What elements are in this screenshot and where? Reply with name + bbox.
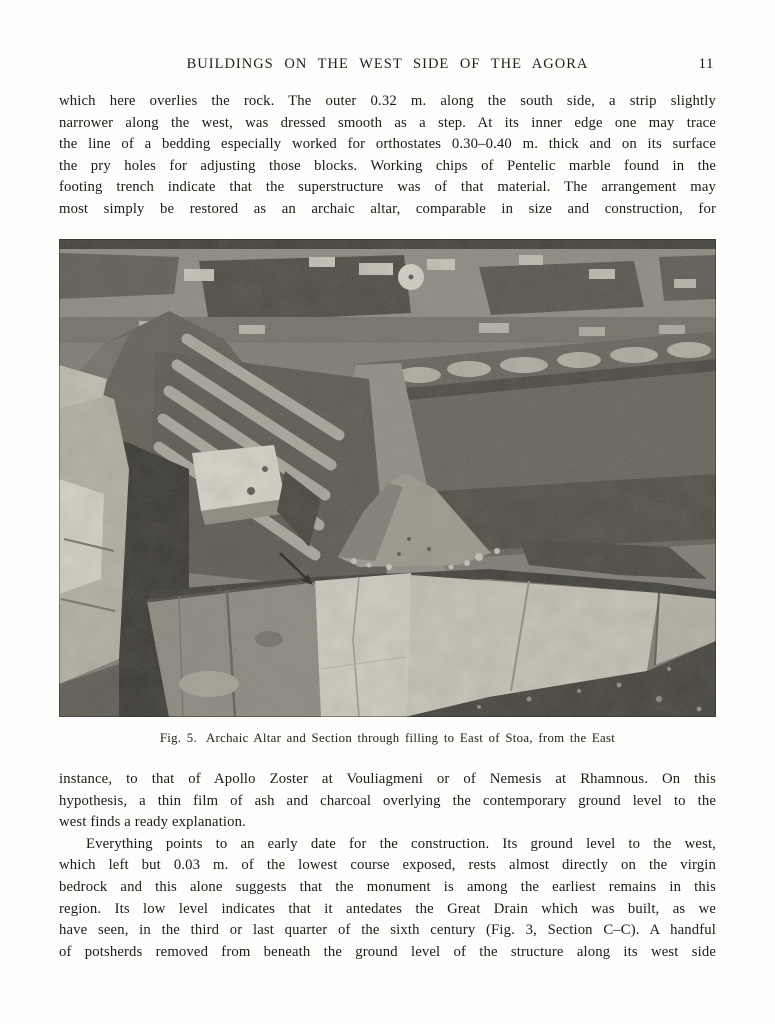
page-header bbox=[59, 56, 716, 78]
text-line: the line of a bedding especially worked for orthostates 0.30–0.40 m. thick and on its surface bbox=[59, 136, 716, 153]
text-line: hypothesis, a thin film of ash and charcoal overlying the contemporary ground level to the bbox=[59, 792, 716, 809]
running-head: BUILDINGS ON THE WEST SIDE OF THE AGORA bbox=[186, 56, 589, 72]
text-line: the pry holes for adjusting those blocks. Working chips of Pentelic marble found in the bbox=[59, 157, 716, 174]
figure-caption-label: Fig. 5. bbox=[159, 731, 197, 745]
text-line: Everything points to an early date for the construction. Its ground level to the west, bbox=[86, 835, 716, 852]
text-line: have seen, in the third or last quarter of the sixth century (Fig. 3, Section C–C). A handful bbox=[59, 922, 716, 939]
text-line: region. Its low level indicates that it antedates the Great Drain which was built, as we bbox=[59, 900, 716, 917]
excavation-photo-graphic bbox=[59, 239, 716, 717]
text-line: footing trench indicate that the superstructure was of that material. The arrangement may bbox=[59, 179, 716, 196]
text-line: west finds a ready explanation. bbox=[59, 814, 246, 831]
figure-caption-text: Archaic Altar and Section through filling to East of Stoa, from the East bbox=[206, 731, 616, 745]
text-line: which left but 0.03 m. of the lowest course exposed, rests almost directly on the virgin bbox=[59, 857, 716, 874]
paragraph-3 bbox=[59, 834, 716, 964]
lower-text-block bbox=[59, 769, 716, 963]
page-number: 11 bbox=[698, 56, 714, 72]
text-line: narrower along the west, was dressed smooth as a step. At its inner edge one may trace bbox=[59, 114, 716, 131]
text-line: of potsherds removed from beneath the ground level of the structure along its west side bbox=[59, 943, 716, 960]
text-line: which here overlies the rock. The outer 0.32 m. along the south side, a strip slightly bbox=[59, 93, 716, 109]
paragraph-2 bbox=[59, 769, 716, 834]
text-line: bedrock and this alone suggests that the monument is among the earliest remains in this bbox=[59, 878, 716, 895]
figure-5-photo bbox=[59, 239, 716, 717]
paragraph-1 bbox=[59, 91, 716, 221]
text-line: instance, to that of Apollo Zoster at Vouliagmeni or of Nemesis at Rhamnous. On this bbox=[59, 771, 716, 787]
text-line: most simply be restored as an archaic altar, comparable in size and construction, for bbox=[59, 200, 716, 217]
figure-caption bbox=[59, 731, 716, 746]
